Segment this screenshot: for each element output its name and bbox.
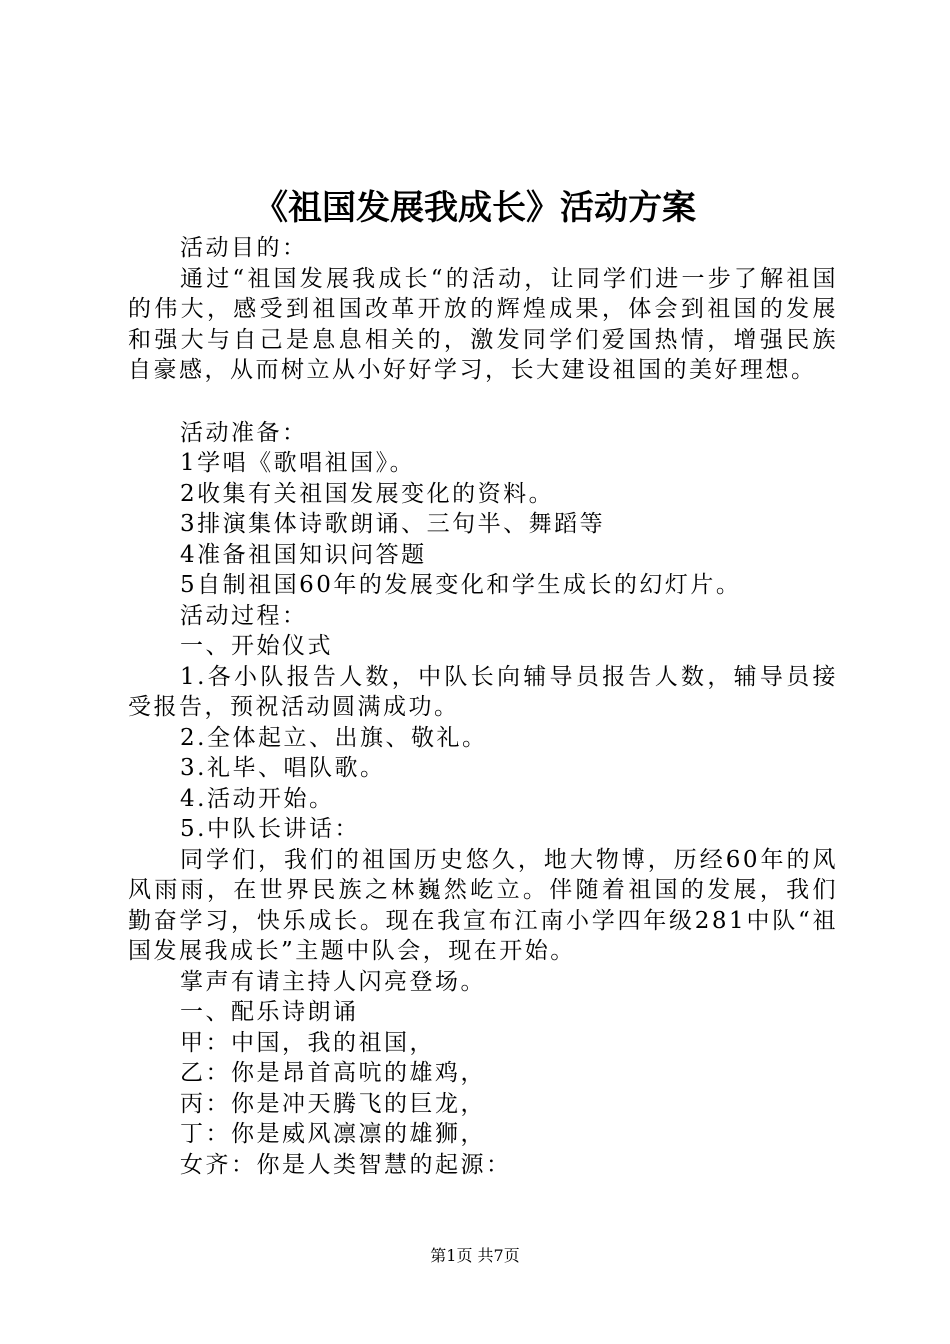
speech-paragraph: 同学们，我们的祖国历史悠久，地大物博，历经60年的风风雨雨，在世界民族之林巍然屹立。伴随着祖国的发展，我们勤奋学习，快乐成长。现在我宣布江南小学四年级281中队“祖国发展我成长”主题中队会，现在开始。 xyxy=(128,846,838,964)
preparation-item: 4准备祖国知识问答题 xyxy=(180,541,427,568)
preparation-item: 5自制祖国60年的发展变化和学生成长的幻灯片。 xyxy=(180,572,742,598)
purpose-paragraph: 通过“祖国发展我成长“的活动，让同学们进一步了解祖国的伟大，感受到祖国改革开放的辉煌成果，体会到祖国的发展和强大与自己是息息相关的，激发同学们爱国热情，增强民族自豪感，从而树立从小好好学习，长大建设祖国的美好理想。 xyxy=(128,265,838,383)
process-subheading: 一、开始仪式 xyxy=(180,633,333,659)
poem-line: 甲：中国，我的祖国， xyxy=(180,1029,435,1056)
process-step: 1.各小队报告人数，中队长向辅导员报告人数，辅导员接受报告，预祝活动圆满成功。 xyxy=(128,663,838,720)
preparation-item: 2收集有关祖国发展变化的资料。 xyxy=(180,480,555,507)
section-heading-purpose: 活动目的： xyxy=(180,235,308,261)
section-heading-preparation: 活动准备： xyxy=(180,419,308,446)
page-number-footer: 第1页 共7页 xyxy=(430,1246,520,1265)
document-body xyxy=(128,233,838,1180)
section-heading-process: 活动过程： xyxy=(180,602,308,629)
process-step: 4.活动开始。 xyxy=(180,785,335,812)
preparation-item: 3排演集体诗歌朗诵、三句半、舞蹈等 xyxy=(180,511,606,537)
paragraph-gap xyxy=(128,386,838,418)
process-subheading: 一、配乐诗朗诵 xyxy=(180,999,359,1025)
host-intro-line: 掌声有请主持人闪亮登场。 xyxy=(180,968,486,995)
poem-line: 女齐：你是人类智慧的起源： xyxy=(180,1151,512,1178)
poem-line: 丙：你是冲天腾飞的巨龙， xyxy=(180,1090,486,1117)
process-step: 2.全体起立、出旗、敬礼。 xyxy=(180,724,488,751)
poem-line: 丁：你是威风凛凛的雄狮， xyxy=(180,1121,486,1147)
process-step: 3.礼毕、唱队歌。 xyxy=(180,755,386,781)
poem-line: 乙：你是昂首高吭的雄鸡， xyxy=(180,1060,486,1086)
preparation-item: 1学唱《歌唱祖国》。 xyxy=(180,450,416,476)
process-step: 5.中队长讲话： xyxy=(180,816,360,842)
document-title: 《祖国发展我成长》活动方案 xyxy=(254,188,696,228)
